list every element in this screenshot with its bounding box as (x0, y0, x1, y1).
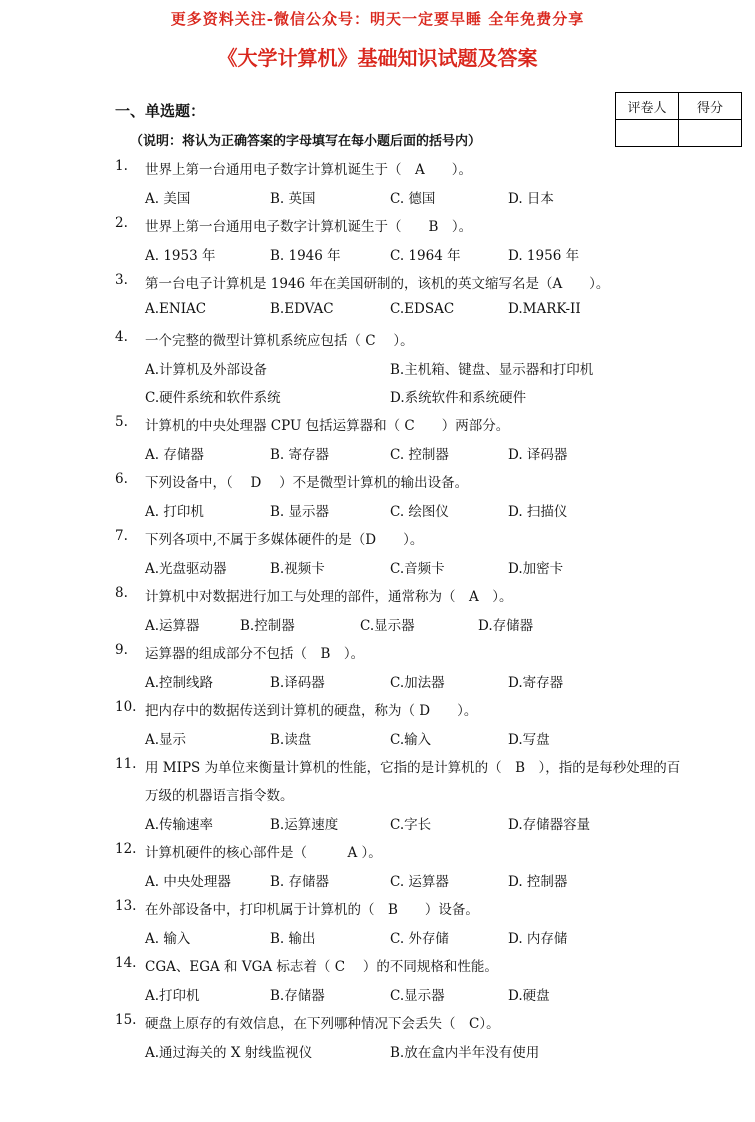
question-text: CGA、EGA 和 VGA 标志着（ C ）的不同规格和性能。 (145, 959, 498, 975)
option-a: A.计算机及外部设备 (145, 362, 268, 378)
option-a: A.显示 (145, 732, 187, 748)
option-d: D. 日本 (508, 191, 554, 207)
option-c: C. 1964 年 (390, 248, 461, 264)
question-number: 12. (115, 841, 137, 857)
option-b: B.主机箱、键盘、显示器和打印机 (390, 362, 594, 378)
option-a: A.打印机 (145, 988, 200, 1004)
option-d: D.写盘 (508, 732, 550, 748)
grader-table (615, 92, 742, 147)
question-text-continued: 万级的机器语言指令数。 (145, 788, 294, 804)
option-b: B.控制器 (240, 618, 295, 634)
question-text: 下列设备中，（ D ）不是微型计算机的输出设备。 (145, 475, 469, 491)
option-d: D.硬盘 (508, 988, 550, 1004)
option-a: A. 输入 (145, 931, 191, 947)
option-d: D.加密卡 (508, 561, 564, 577)
question-text: 计算机硬件的核心部件是（ A ）。 (145, 845, 382, 861)
option-c: C.显示器 (390, 988, 445, 1004)
option-c: C. 外存储 (390, 931, 449, 947)
question-text: 把内存中的数据传送到计算机的硬盘，称为（ D ）。 (145, 703, 478, 719)
option-b: B. 存储器 (270, 874, 330, 890)
option-b: B.读盘 (270, 732, 312, 748)
option-c: C.字长 (390, 817, 432, 833)
option-a: A.ENIAC (145, 301, 207, 317)
question-number: 2. (115, 215, 128, 231)
section-instruction: （说明：将认为正确答案的字母填写在每小题后面的括号内） (130, 134, 482, 149)
option-b: B. 输出 (270, 931, 316, 947)
question-number: 15. (115, 1012, 137, 1028)
option-a: A.运算器 (145, 618, 200, 634)
question-number: 3. (115, 272, 128, 288)
option-d: D.MARK-II (508, 301, 581, 317)
question-text: 硬盘上原存的有效信息，在下列哪种情况下会丢失（ C）。 (145, 1016, 500, 1032)
option-a: A. 存储器 (145, 447, 204, 463)
document-title: 《大学计算机》基础知识试题及答案 (217, 46, 538, 70)
question-text: 运算器的组成部分不包括（ B ）。 (145, 646, 365, 662)
option-a: A.传输速率 (145, 817, 214, 833)
option-b: B.视频卡 (270, 561, 325, 577)
option-d: D.存储器容量 (508, 817, 591, 833)
option-a: A. 中央处理器 (145, 874, 231, 890)
question-number: 11. (115, 756, 137, 772)
option-b: B.译码器 (270, 675, 325, 691)
question-text: 世界上第一台通用电子数字计算机诞生于（ A ）。 (145, 162, 472, 178)
question-number: 4. (115, 329, 128, 345)
option-d: D. 内存储 (508, 931, 568, 947)
option-b: B.放在盒内半年没有使用 (390, 1045, 540, 1061)
question-number: 7. (115, 528, 128, 544)
option-d: D. 控制器 (508, 874, 568, 890)
question-number: 10. (115, 699, 137, 715)
option-d: D. 1956 年 (508, 248, 580, 264)
option-a: A. 打印机 (145, 504, 204, 520)
reviewer-header: 评卷人 (616, 93, 679, 120)
option-d: D. 扫描仪 (508, 504, 568, 520)
option-c: C.音频卡 (390, 561, 445, 577)
option-a: A.光盘驱动器 (145, 561, 227, 577)
option-c: C.硬件系统和软件系统 (145, 390, 281, 406)
question-text: 第一台电子计算机是 1946 年在美国研制的，该机的英文缩写名是（A ）。 (145, 276, 610, 292)
score-header: 得分 (679, 93, 742, 120)
option-a: A.通过海关的 X 射线监视仪 (145, 1045, 313, 1061)
question-number: 9. (115, 642, 128, 658)
option-c: C. 德国 (390, 191, 436, 207)
option-d: D.寄存器 (508, 675, 564, 691)
option-c: C. 运算器 (390, 874, 449, 890)
option-b: B. 显示器 (270, 504, 330, 520)
question-text: 计算机的中央处理器 CPU 包括运算器和（ C ）两部分。 (145, 418, 510, 434)
question-number: 8. (115, 585, 128, 601)
option-b: B. 寄存器 (270, 447, 330, 463)
question-number: 14. (115, 955, 137, 971)
promo-banner: 更多资料关注-微信公众号：明天一定要早睡 全年免费分享 (170, 10, 585, 28)
question-number: 1. (115, 158, 128, 174)
score-cell (679, 120, 742, 147)
option-b: B.运算速度 (270, 817, 339, 833)
option-d: D. 译码器 (508, 447, 568, 463)
option-d: D.系统软件和系统硬件 (390, 390, 527, 406)
option-d: D.存储器 (478, 618, 534, 634)
question-text: 世界上第一台通用电子数字计算机诞生于（ B ）。 (145, 219, 473, 235)
section-heading: 一、单选题： (115, 102, 206, 120)
option-a: A.控制线路 (145, 675, 214, 691)
question-number: 6. (115, 471, 128, 487)
question-text: 下列各项中,不属于多媒体硬件的是（D ）。 (145, 532, 424, 548)
question-number: 5. (115, 414, 128, 430)
option-c: C.显示器 (360, 618, 415, 634)
reviewer-cell (616, 120, 679, 147)
option-c: C.EDSAC (390, 301, 455, 317)
option-b: B. 英国 (270, 191, 316, 207)
option-a: A. 美国 (145, 191, 191, 207)
option-c: C.输入 (390, 732, 432, 748)
option-c: C. 绘图仪 (390, 504, 449, 520)
question-text: 用 MIPS 为单位来衡量计算机的性能，它指的是计算机的（ B ），指的是每秒处理的百 (145, 760, 681, 776)
option-c: C. 控制器 (390, 447, 449, 463)
option-b: B.EDVAC (270, 301, 334, 317)
option-b: B. 1946 年 (270, 248, 341, 264)
option-c: C.加法器 (390, 675, 445, 691)
question-text: 在外部设备中，打印机属于计算机的（ B ）设备。 (145, 902, 479, 918)
option-b: B.存储器 (270, 988, 325, 1004)
question-number: 13. (115, 898, 137, 914)
question-text: 计算机中对数据进行加工与处理的部件，通常称为（ A ）。 (145, 589, 513, 605)
option-a: A. 1953 年 (145, 248, 216, 264)
question-text: 一个完整的微型计算机系统应包括（ C ）。 (145, 333, 414, 349)
